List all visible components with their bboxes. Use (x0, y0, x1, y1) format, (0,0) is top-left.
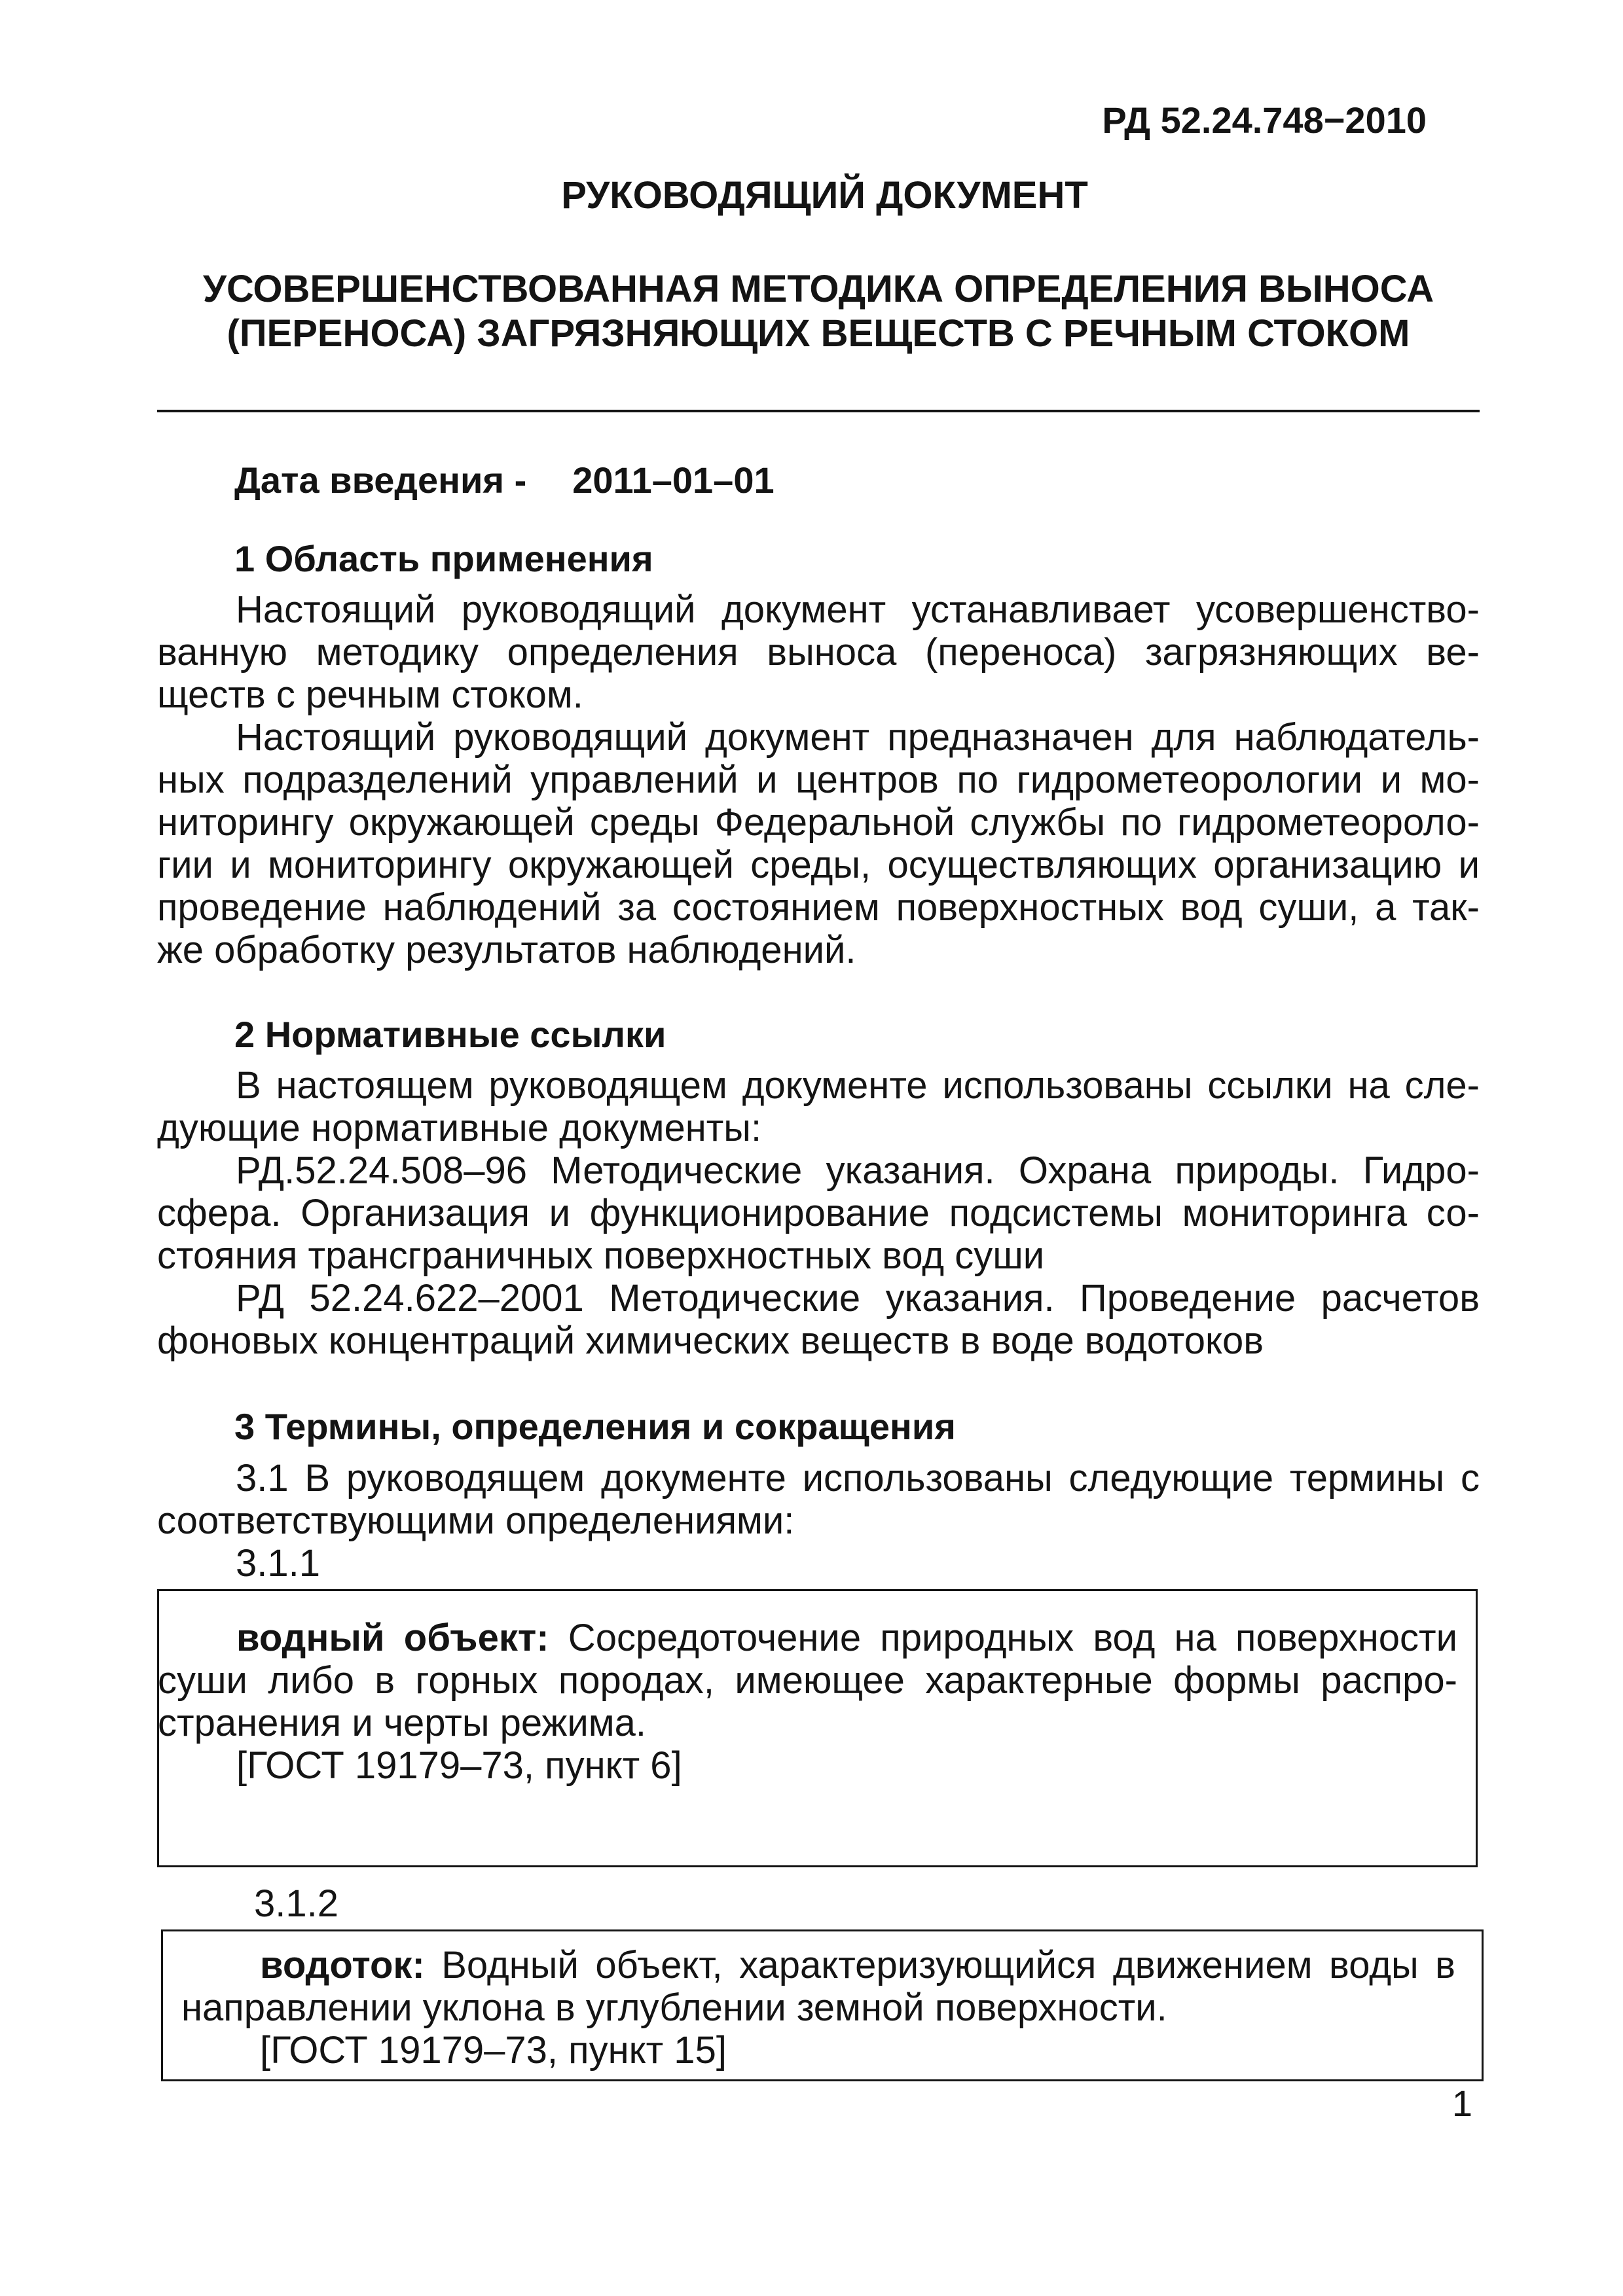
term-1-definition-line-3: странения и черты режима. (158, 1702, 646, 1744)
section-1-line: ванную методику определения выноса (переноса) загрязняющих ве- (157, 631, 1480, 673)
term-2-term: водоток: (260, 1944, 425, 1986)
term-2-definition-text: Водный объект, характеризующийся движением воды в (424, 1944, 1455, 1986)
section-2-line: РД.52.24.508–96 Методические указания. Охрана природы. Гидро- (236, 1149, 1480, 1192)
term-1-definition-line-2: суши либо в горных породах, имеющее характерные формы распро- (158, 1659, 1457, 1702)
page-number: 1 (1451, 2083, 1472, 2124)
term-1-box (157, 1589, 1478, 1867)
section-1-line: ществ с речным стоком. (157, 673, 583, 716)
section-3-line: 3.1 В руководящем документе использованы следующие термины с (236, 1457, 1480, 1499)
document-code: РД 52.24.748−2010 (1102, 99, 1427, 141)
section-1-line: же обработку результатов наблюдений. (157, 929, 856, 971)
intro-date-label: Дата введения - (234, 459, 527, 501)
document-title (157, 267, 1480, 356)
section-1-line: Настоящий руководящий документ предназначен для наблюдатель- (236, 716, 1480, 759)
term-1-reference: [ГОСТ 19179–73, пункт 6] (236, 1744, 682, 1787)
section-2-line: РД 52.24.622–2001 Методические указания. Проведение расчетов (236, 1277, 1480, 1319)
section-1-heading: 1 Область применения (234, 538, 653, 579)
section-3-heading: 3 Термины, определения и сокращения (234, 1406, 956, 1447)
term-2-number: 3.1.2 (254, 1882, 338, 1925)
section-2-line: дующие нормативные документы: (157, 1107, 762, 1149)
term-1-number: 3.1.1 (236, 1542, 320, 1585)
term-1-term: водный объект: (236, 1617, 549, 1659)
section-2-line: сфера. Организация и функционирование подсистемы мониторинга со- (157, 1192, 1480, 1234)
title-divider (157, 410, 1480, 412)
section-1-line: проведение наблюдений за состоянием поверхностных вод суши, а так- (157, 886, 1480, 929)
section-2-line: В настоящем руководящем документе использованы ссылки на сле- (236, 1064, 1480, 1107)
section-2-line: стояния трансграничных поверхностных вод суши (157, 1234, 1045, 1277)
document-title-line-1: УСОВЕРШЕНСТВОВАННАЯ МЕТОДИКА ОПРЕДЕЛЕНИЯ ВЫНОСА (202, 268, 1434, 310)
term-1-definition-line-1 (236, 1616, 1457, 1660)
section-2-line: фоновых концентраций химических веществ в воде водотоков (157, 1319, 1264, 1362)
intro-date-value: 2011–01–01 (572, 459, 775, 501)
section-1-line: ниторингу окружающей среды Федеральной службы по гидрометеороло- (157, 801, 1480, 844)
term-2-reference: [ГОСТ 19179–73, пункт 15] (260, 2029, 727, 2072)
document-title-line-2: (ПЕРЕНОСА) ЗАГРЯЗНЯЮЩИХ ВЕЩЕСТВ С РЕЧНЫМ СТОКОМ (227, 312, 1410, 355)
section-2-heading: 2 Нормативные ссылки (234, 1014, 666, 1055)
intro-date (234, 458, 775, 503)
term-1-definition-text: Сосредоточение природных вод на поверхности (549, 1617, 1457, 1659)
section-3-line: соответствующими определениями: (157, 1499, 795, 1542)
term-2-box (161, 1929, 1484, 2081)
section-1-line: гии и мониторингу окружающей среды, осуществляющих организацию и (157, 844, 1480, 886)
section-1-line: Настоящий руководящий документ устанавливает усовершенство- (236, 588, 1480, 631)
term-2-definition-line-2: направлении уклона в углублении земной поверхности. (181, 1986, 1167, 2029)
document-type-heading: РУКОВОДЯЩИЙ ДОКУМЕНТ (561, 174, 1088, 217)
term-2-definition-line-1 (260, 1943, 1455, 1988)
section-1-line: ных подразделений управлений и центров по гидрометеорологии и мо- (157, 759, 1480, 801)
